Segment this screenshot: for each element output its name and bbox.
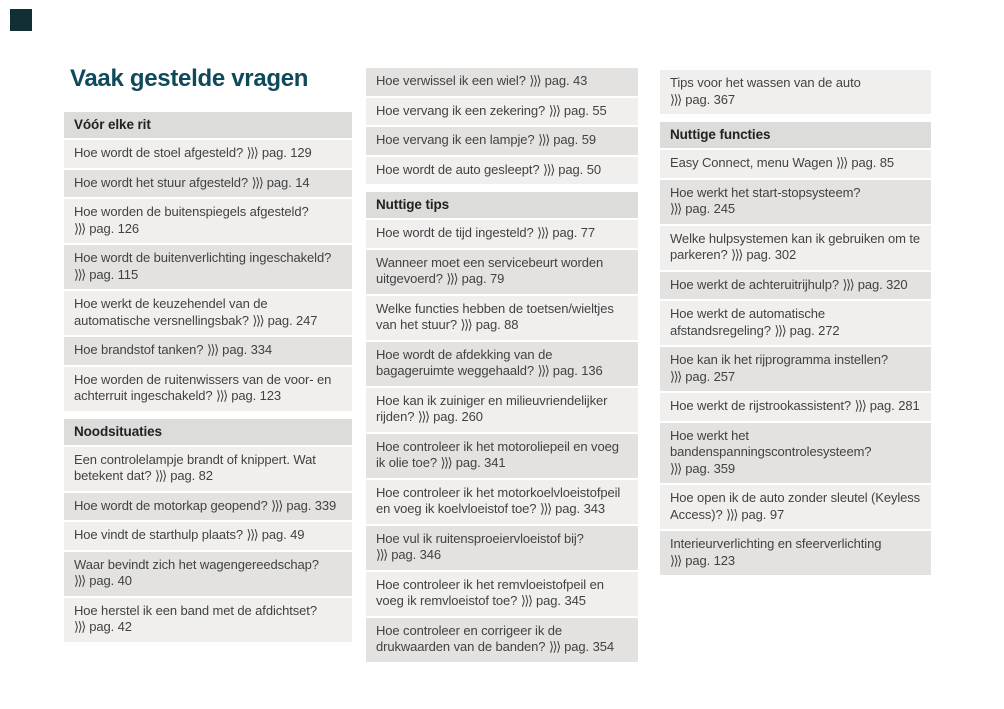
page-reference: ⟩⟩⟩ pag. 367 [670, 91, 736, 107]
triple-chevron-icon: ⟩⟩⟩ [670, 552, 681, 568]
faq-question-text: Hoe vervang ik een lampje? [376, 132, 539, 147]
faq-item[interactable] [366, 127, 638, 155]
page-reference: ⟩⟩⟩ pag. 97 [726, 506, 785, 522]
faq-item[interactable] [660, 150, 931, 178]
triple-chevron-icon: ⟩⟩⟩ [670, 91, 681, 107]
page-reference: ⟩⟩⟩ pag. 40 [74, 573, 132, 588]
triple-chevron-icon: ⟩⟩⟩ [460, 317, 472, 332]
triple-chevron-icon: ⟩⟩⟩ [774, 322, 786, 338]
faq-question-text: Wanneer moet een servicebeurt worden uitgevoerd? [376, 254, 604, 286]
triple-chevron-icon: ⟩⟩⟩ [74, 266, 85, 282]
faq-question-text: Een controlelampje brandt of knippert. Wat betekent dat? [74, 451, 316, 483]
faq-item[interactable] [660, 180, 931, 224]
faq-item[interactable] [64, 140, 352, 168]
triple-chevron-icon: ⟩⟩⟩ [731, 247, 742, 262]
faq-item[interactable] [64, 199, 352, 243]
faq-item[interactable] [660, 531, 931, 575]
triple-chevron-icon: ⟩⟩⟩ [520, 593, 532, 608]
triple-chevron-icon: ⟩⟩⟩ [74, 220, 85, 236]
page-reference: ⟩⟩⟩ pag. 115 [74, 266, 139, 282]
faq-question-text: Hoe wordt de afdekking van de bagageruimte weggehaald? [376, 346, 553, 378]
page-reference: ⟩⟩⟩ pag. 129 [246, 145, 312, 160]
triple-chevron-icon: ⟩⟩⟩ [854, 398, 866, 413]
faq-item[interactable] [64, 598, 352, 642]
faq-item[interactable] [366, 296, 638, 340]
faq-question-text: Welke functies hebben de toetsen/wieltjes van het stuur? [376, 300, 614, 332]
triple-chevron-icon: ⟩⟩⟩ [246, 145, 258, 160]
page-reference: ⟩⟩⟩ pag. 126 [74, 220, 140, 236]
faq-item[interactable] [366, 572, 638, 616]
page-reference: ⟩⟩⟩ pag. 14 [251, 174, 310, 190]
faq-question-text: Welke hulpsystemen kan ik gebruiken om te parkeren? [670, 230, 921, 262]
faq-question-text: Hoe vindt de starthulp plaats? [74, 527, 247, 542]
faq-question-text: Hoe werkt de rijstrookassistent? [670, 398, 855, 413]
faq-item[interactable] [366, 388, 638, 432]
faq-item[interactable] [660, 485, 931, 529]
page-reference: ⟩⟩⟩ pag. 82 [155, 468, 213, 483]
faq-question-text: Hoe wordt de buitenverlichting ingeschakeld? [74, 250, 332, 265]
faq-item[interactable] [660, 226, 931, 270]
faq-question-text: Hoe werkt de achteruitrijhulp? [670, 276, 843, 292]
page-reference: ⟩⟩⟩ pag. 260 [417, 409, 483, 424]
faq-item[interactable] [64, 447, 352, 491]
faq-item[interactable] [366, 250, 638, 294]
page-reference: ⟩⟩⟩ pag. 136 [537, 363, 603, 378]
triple-chevron-icon: ⟩⟩⟩ [417, 409, 429, 424]
faq-item[interactable] [366, 157, 638, 185]
chapter-corner-marker [10, 9, 32, 31]
faq-item[interactable] [366, 220, 638, 248]
triple-chevron-icon: ⟩⟩⟩ [539, 501, 551, 516]
faq-item[interactable] [660, 423, 931, 484]
page-reference: ⟩⟩⟩ pag. 43 [529, 73, 588, 88]
page-reference: ⟩⟩⟩ pag. 55 [548, 102, 607, 118]
faq-question-text: Easy Connect, menu Wagen [670, 155, 837, 170]
faq-question-text: Hoe controleer en corrigeer ik de drukwaarden van de banden? [376, 622, 563, 654]
faq-question-text: Hoe worden de ruitenwissers van de voor- en achterruit ingeschakeld? [74, 371, 332, 403]
triple-chevron-icon: ⟩⟩⟩ [548, 639, 560, 654]
page-reference: ⟩⟩⟩ pag. 49 [246, 527, 305, 542]
triple-chevron-icon: ⟩⟩⟩ [726, 506, 737, 522]
triple-chevron-icon: ⟩⟩⟩ [836, 155, 847, 170]
faq-question-text: Hoe werkt het start-stopsysteem? [670, 184, 861, 200]
faq-item[interactable] [64, 552, 352, 596]
page-reference: ⟩⟩⟩ pag. 77 [537, 225, 596, 240]
faq-question-text: Hoe wordt het stuur afgesteld? [74, 174, 252, 190]
page-reference: ⟩⟩⟩ pag. 272 [774, 322, 840, 338]
triple-chevron-icon: ⟩⟩⟩ [670, 201, 681, 216]
faq-item[interactable] [366, 68, 638, 96]
faq-question-text: Hoe werkt de keuzehendel van de automatische versnellingsbak? [74, 296, 268, 328]
triple-chevron-icon: ⟩⟩⟩ [74, 573, 85, 588]
triple-chevron-icon: ⟩⟩⟩ [246, 527, 258, 542]
page-reference: ⟩⟩⟩ pag. 334 [206, 342, 272, 357]
page-reference: ⟩⟩⟩ pag. 59 [538, 132, 596, 147]
section-header-label: Nuttige tips [376, 197, 450, 212]
faq-question-text: Hoe werkt het bandenspanningscontrolesysteem? [670, 427, 872, 459]
page-reference: ⟩⟩⟩ pag. 123 [670, 552, 736, 568]
faq-question-text: Waar bevindt zich het wagengereedschap? [74, 556, 319, 572]
faq-question-text: Tips voor het wassen van de auto [670, 75, 861, 90]
faq-item[interactable] [64, 493, 352, 521]
triple-chevron-icon: ⟩⟩⟩ [251, 174, 263, 190]
triple-chevron-icon: ⟩⟩⟩ [529, 73, 541, 88]
faq-question-text: Hoe herstel ik een band met de afdichtset? [74, 602, 317, 618]
faq-item[interactable] [64, 245, 352, 289]
page-reference: ⟩⟩⟩ pag. 346 [376, 547, 442, 562]
triple-chevron-icon: ⟩⟩⟩ [216, 388, 227, 403]
faq-column-2 [366, 68, 638, 664]
faq-question-text: Hoe werkt de automatische afstandsregeling? [670, 306, 826, 338]
page-reference: ⟩⟩⟩ pag. 88 [460, 317, 519, 332]
faq-column-3 [660, 70, 931, 577]
triple-chevron-icon: ⟩⟩⟩ [74, 619, 85, 634]
faq-item[interactable] [64, 291, 352, 335]
page-reference: ⟩⟩⟩ pag. 257 [670, 368, 736, 384]
triple-chevron-icon: ⟩⟩⟩ [376, 547, 387, 562]
faq-item[interactable] [660, 347, 931, 391]
faq-item[interactable] [660, 70, 931, 114]
page-reference: ⟩⟩⟩ pag. 50 [543, 161, 601, 177]
section-header [366, 192, 638, 218]
page-reference: ⟩⟩⟩ pag. 42 [74, 619, 132, 634]
faq-item[interactable] [366, 526, 638, 570]
faq-item[interactable] [366, 480, 638, 524]
page-reference: ⟩⟩⟩ pag. 281 [854, 398, 920, 413]
faq-column-1 [64, 112, 352, 644]
page-reference: ⟩⟩⟩ pag. 302 [731, 247, 797, 262]
faq-question-text: Hoe vervang ik een zekering? [376, 102, 549, 118]
page-title: Vaak gestelde vragen [70, 65, 309, 92]
page-reference: ⟩⟩⟩ pag. 245 [670, 201, 736, 216]
triple-chevron-icon: ⟩⟩⟩ [538, 132, 549, 147]
faq-item[interactable] [660, 393, 931, 421]
faq-question-text: Hoe controleer ik het motorkoelvloeistofpeil en voeg ik koelvloeistof toe? [376, 484, 621, 516]
triple-chevron-icon: ⟩⟩⟩ [842, 276, 854, 292]
triple-chevron-icon: ⟩⟩⟩ [440, 455, 452, 470]
triple-chevron-icon: ⟩⟩⟩ [206, 342, 218, 357]
faq-question-text: Interieurverlichting en sfeerverlichting [670, 536, 882, 551]
faq-question-text: Hoe brandstof tanken? [74, 342, 207, 357]
page-reference: ⟩⟩⟩ pag. 341 [440, 455, 506, 470]
faq-item[interactable] [366, 434, 638, 478]
faq-item[interactable] [64, 367, 352, 411]
page-reference: ⟩⟩⟩ pag. 320 [842, 276, 908, 292]
faq-question-text: Hoe vul ik ruitensproeiervloeistof bij? [376, 530, 584, 546]
faq-item[interactable] [64, 170, 352, 198]
triple-chevron-icon: ⟩⟩⟩ [543, 161, 554, 177]
page-reference: ⟩⟩⟩ pag. 345 [520, 593, 586, 608]
triple-chevron-icon: ⟩⟩⟩ [537, 225, 548, 240]
faq-question-text: Hoe wordt de tijd ingesteld? [376, 225, 538, 240]
section-header-label: Vóór elke rit [74, 117, 151, 132]
triple-chevron-icon: ⟩⟩⟩ [670, 460, 681, 476]
section-header [64, 112, 352, 138]
section-header [660, 122, 931, 148]
page-reference: ⟩⟩⟩ pag. 79 [446, 271, 505, 286]
faq-question-text: Hoe wordt de motorkap geopend? [74, 497, 272, 513]
section-header [64, 419, 352, 445]
faq-question-text: Hoe kan ik zuiniger en milieuvriendelijker rijden? [376, 392, 608, 424]
faq-question-text: Hoe controleer ik het motoroliepeil en voeg ik olie toe? [376, 438, 619, 470]
faq-item[interactable] [64, 522, 352, 550]
triple-chevron-icon: ⟩⟩⟩ [271, 497, 282, 513]
faq-item[interactable] [366, 98, 638, 126]
triple-chevron-icon: ⟩⟩⟩ [548, 102, 560, 118]
page-reference: ⟩⟩⟩ pag. 354 [548, 639, 614, 654]
section-header-label: Noodsituaties [74, 423, 162, 439]
faq-question-text: Hoe wordt de stoel afgesteld? [74, 145, 247, 160]
faq-item[interactable] [64, 337, 352, 365]
faq-item[interactable] [660, 272, 931, 300]
page-reference: ⟩⟩⟩ pag. 359 [670, 460, 736, 476]
faq-question-text: Hoe kan ik het rijprogramma instellen? [670, 352, 889, 367]
triple-chevron-icon: ⟩⟩⟩ [155, 468, 166, 483]
faq-question-text: Hoe wordt de auto gesleept? [376, 161, 544, 177]
page-reference: ⟩⟩⟩ pag. 339 [271, 497, 337, 513]
page-reference: ⟩⟩⟩ pag. 247 [252, 312, 318, 328]
triple-chevron-icon: ⟩⟩⟩ [446, 271, 458, 286]
faq-question-text: Hoe worden de buitenspiegels afgesteld? [74, 204, 309, 219]
page-reference: ⟩⟩⟩ pag. 343 [539, 501, 605, 516]
page-reference: ⟩⟩⟩ pag. 123 [216, 388, 282, 403]
faq-item[interactable] [660, 301, 931, 345]
faq-item[interactable] [366, 342, 638, 386]
triple-chevron-icon: ⟩⟩⟩ [537, 363, 549, 378]
section-header-label: Nuttige functies [670, 127, 771, 142]
triple-chevron-icon: ⟩⟩⟩ [252, 312, 264, 328]
faq-question-text: Hoe open ik de auto zonder sleutel (Keyless Access)? [670, 490, 921, 522]
faq-item[interactable] [366, 618, 638, 662]
faq-question-text: Hoe verwissel ik een wiel? [376, 73, 530, 88]
triple-chevron-icon: ⟩⟩⟩ [670, 368, 681, 384]
page-reference: ⟩⟩⟩ pag. 85 [836, 155, 895, 170]
faq-question-text: Hoe controleer ik het remvloeistofpeil en voeg ik remvloeistof toe? [376, 576, 604, 608]
